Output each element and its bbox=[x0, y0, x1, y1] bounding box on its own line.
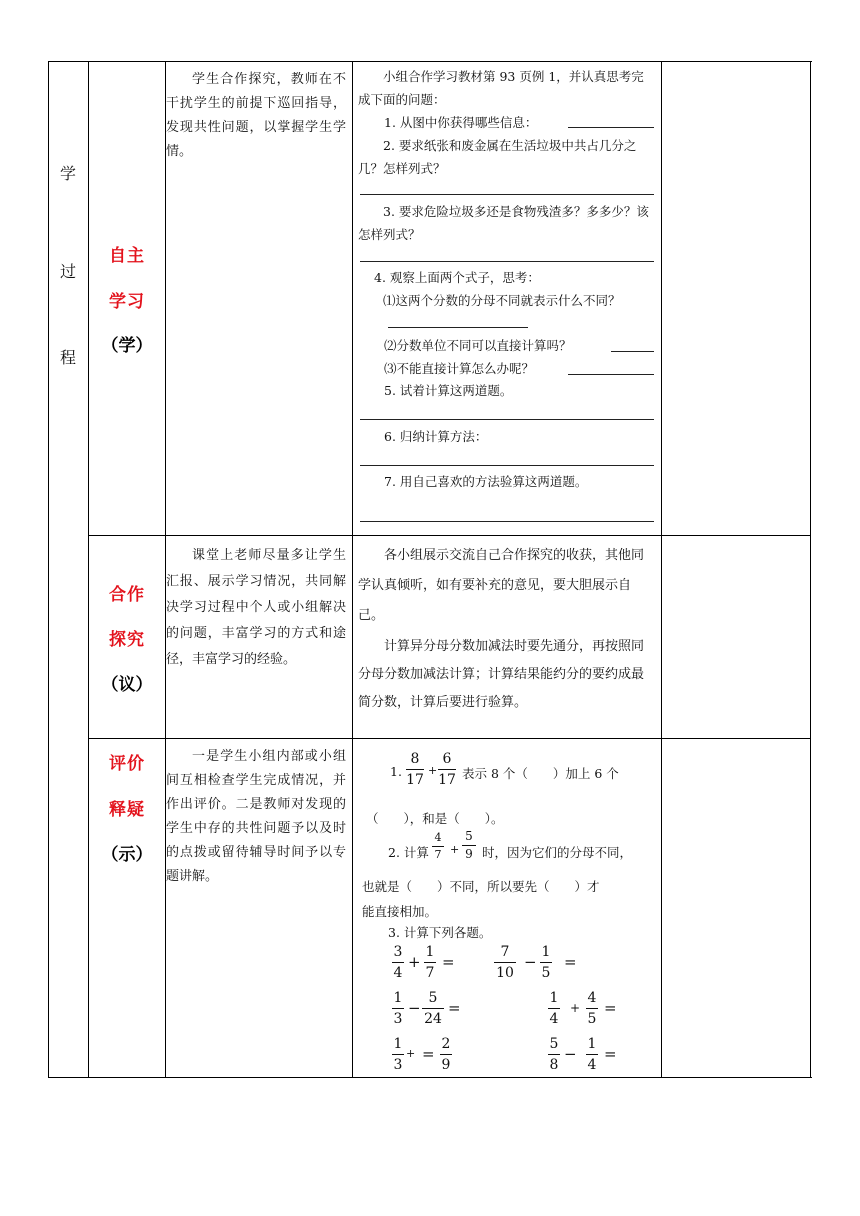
exercise-1-line2: （ ），和是（ ）。 bbox=[366, 811, 504, 826]
answer-line[interactable] bbox=[388, 327, 528, 328]
answer-line[interactable] bbox=[568, 374, 654, 375]
lesson-table bbox=[48, 61, 812, 1078]
teacher-notes: 一是学生小组内部或小组间互相检查学生完成情况，并作出评价。二是教师对发现的学生中存的共性问题予以及时的点拨或留待辅导时间予以专题讲解。 bbox=[166, 749, 346, 884]
fraction-1-4: 1 4 bbox=[587, 1036, 597, 1073]
question-3: 3. 要求危险垃圾多还是食物残渣多？多多少？该怎样列式？ bbox=[358, 204, 649, 242]
question-1: 1. 从图中你获得哪些信息： bbox=[384, 115, 538, 130]
question-5: 5. 试着计算这两道题。 bbox=[384, 383, 513, 398]
equals-sign: = bbox=[604, 1045, 617, 1063]
fraction-1-4: 1 4 bbox=[549, 990, 559, 1027]
fraction-5-8: 5 8 bbox=[549, 1036, 559, 1073]
exercise-2-line2: 也就是（ ）不同，所以要先（ ）才 bbox=[362, 879, 600, 894]
table-border-right bbox=[810, 61, 811, 1078]
column-divider bbox=[88, 61, 89, 1078]
plus-sign: + bbox=[570, 1001, 581, 1015]
plus-sign: + bbox=[428, 764, 438, 777]
fraction-4-7: 4 7 bbox=[432, 831, 444, 862]
minus-sign: − bbox=[524, 953, 537, 971]
exercise-1-text: 表示 8 个（ ）加上 6 个 bbox=[462, 766, 619, 781]
fraction-8-17: 8 17 bbox=[406, 751, 424, 788]
plus-sign: + bbox=[450, 843, 460, 856]
question-2: 2. 要求纸张和废金属在生活垃圾中共占几分之几？怎样列式？ bbox=[358, 138, 637, 176]
exercise-2-text: 时，因为它们的分母不同， bbox=[482, 845, 633, 860]
minus-sign: − bbox=[564, 1045, 577, 1063]
exercise-2-line3: 能直接相加。 bbox=[362, 904, 438, 919]
equals-sign: = bbox=[422, 1045, 435, 1063]
row-title: 学习 bbox=[109, 292, 145, 312]
fraction-6-17: 6 17 bbox=[438, 751, 456, 788]
teacher-notes: 学生合作探究，教师在不干扰学生的前提下巡回指导，发现共性问题，以掌握学生学情。 bbox=[166, 72, 346, 159]
question-4: 4. 观察上面两个式子，思考： bbox=[374, 270, 540, 285]
table-border-top bbox=[48, 61, 812, 62]
exercise-3-heading: 3. 计算下列各题。 bbox=[388, 925, 492, 940]
row-tag: （议） bbox=[101, 675, 153, 695]
section-char: 学 bbox=[59, 164, 76, 183]
fraction-1-7: 1 7 bbox=[425, 944, 435, 981]
row-divider bbox=[88, 738, 811, 739]
equals-sign: = bbox=[448, 999, 461, 1017]
fraction-1-5: 1 5 bbox=[541, 944, 551, 981]
answer-line[interactable] bbox=[360, 465, 654, 466]
row-title: 评价 bbox=[109, 754, 145, 774]
fraction-1-3: 1 3 bbox=[393, 1036, 403, 1073]
task-intro: 小组合作学习教材第 93 页例 1，并认真思考完成下面的问题： bbox=[358, 69, 644, 107]
fraction-2-9: 2 9 bbox=[441, 1036, 451, 1073]
fraction-5-24: 5 24 bbox=[422, 989, 444, 1028]
fraction-7-10: 7 10 bbox=[494, 943, 516, 982]
equals-sign: = bbox=[604, 999, 617, 1017]
answer-line[interactable] bbox=[360, 261, 654, 262]
question-4a: ⑴这两个分数的分母不同就表示什么不同？ bbox=[383, 293, 621, 308]
answer-line[interactable] bbox=[611, 351, 654, 352]
section-char: 过 bbox=[59, 262, 76, 281]
exercise-1-number: 1. bbox=[390, 764, 402, 779]
answer-line[interactable] bbox=[360, 521, 654, 522]
row-title: 自主 bbox=[109, 246, 145, 266]
question-4c: ⑶不能直接计算怎么办呢？ bbox=[384, 361, 535, 376]
column-divider bbox=[352, 61, 353, 1078]
plus-sign: + bbox=[408, 953, 421, 971]
share-paragraph: 各小组展示交流自己合作探究的收获，其他同学认真倾听，如有要补充的意见，要大胆展示自己。 bbox=[358, 548, 645, 623]
row-title: 探究 bbox=[109, 630, 145, 650]
column-divider bbox=[661, 61, 662, 1078]
equals-sign: = bbox=[564, 953, 577, 971]
section-char: 程 bbox=[59, 348, 76, 367]
table-border-left bbox=[48, 61, 49, 1078]
equals-sign: = bbox=[442, 953, 455, 971]
answer-line[interactable] bbox=[360, 194, 654, 195]
answer-line[interactable] bbox=[360, 419, 654, 420]
row-title: 合作 bbox=[109, 585, 145, 605]
question-4b: ⑵分数单位不同可以直接计算吗？ bbox=[384, 338, 572, 353]
row-title: 释疑 bbox=[109, 800, 145, 820]
minus-sign: − bbox=[408, 999, 421, 1017]
fraction-1-3: 1 3 bbox=[393, 990, 403, 1027]
fraction-3-4: 3 4 bbox=[393, 944, 403, 981]
teacher-notes: 课堂上老师尽量多让学生汇报、展示学习情况，共同解决学习过程中个人或小组解决的问题，丰富学习的方式和途径，丰富学习的经验。 bbox=[166, 548, 346, 667]
row-divider bbox=[88, 535, 811, 536]
exercise-2-prefix: 2. 计算 bbox=[388, 845, 429, 860]
answer-line[interactable] bbox=[568, 127, 654, 128]
method-summary: 计算异分母分数加减法时要先通分，再按照同分母分数加减法计算；计算结果能约分的要约成最简分数，计算后要进行验算。 bbox=[358, 639, 645, 710]
row-tag: （示） bbox=[101, 845, 153, 865]
plus-sign: + bbox=[406, 1047, 416, 1060]
fraction-4-5: 4 5 bbox=[587, 990, 597, 1027]
fraction-5-9: 5 9 bbox=[462, 829, 476, 862]
question-7: 7. 用自己喜欢的方法验算这两道题。 bbox=[384, 474, 588, 489]
row-tag: （学） bbox=[101, 336, 153, 356]
question-6: 6. 归纳计算方法： bbox=[384, 429, 488, 444]
table-border-bottom bbox=[48, 1077, 812, 1078]
